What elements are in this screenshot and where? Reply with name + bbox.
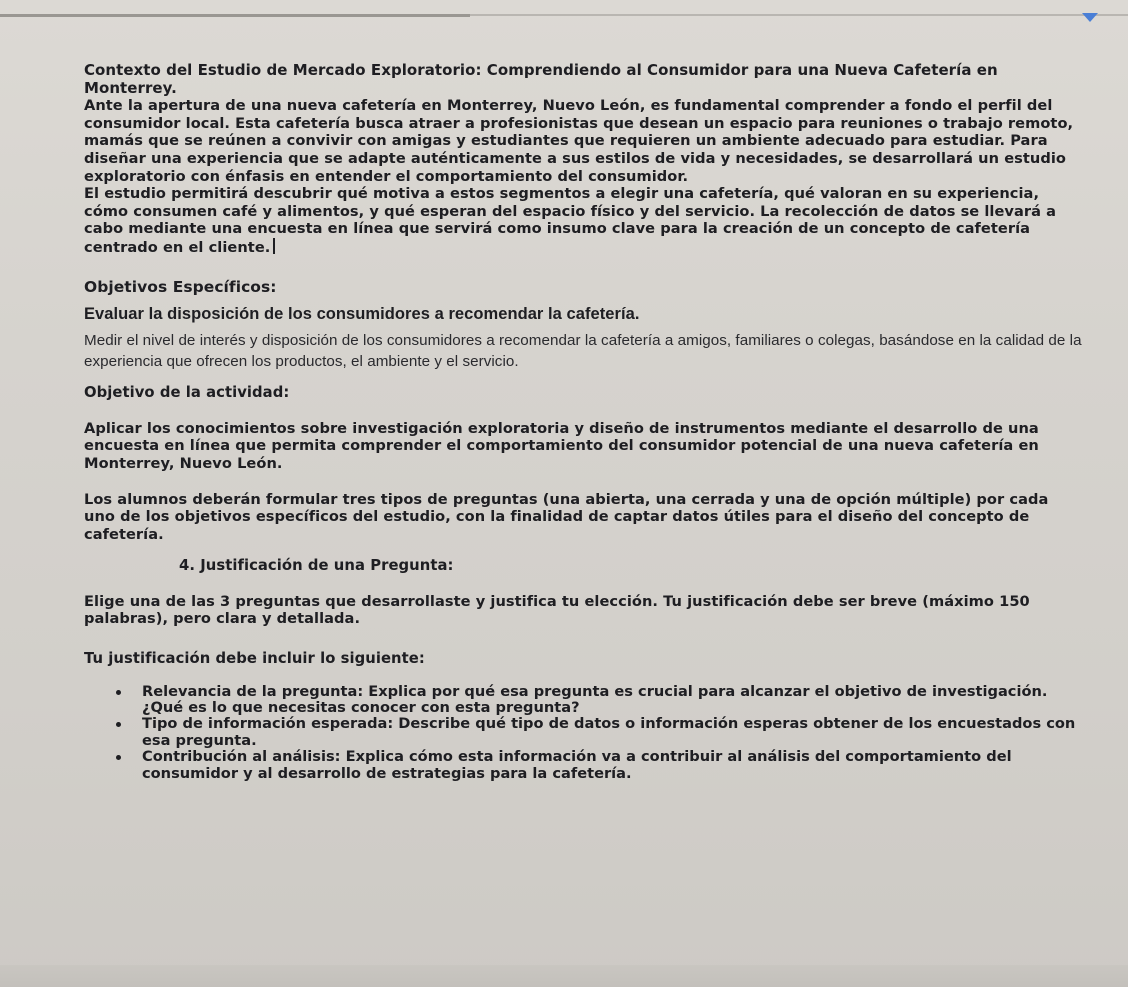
top-divider-segment <box>0 14 470 17</box>
context-title: Contexto del Estudio de Mercado Exploratorio: Comprendiendo al Consumidor para una Nueva Cafetería en Monterrey. <box>84 61 998 97</box>
includes-heading: Tu justificación debe incluir lo siguiente: <box>84 650 425 668</box>
requirements-list <box>84 684 1084 782</box>
list-item <box>142 716 1084 749</box>
activity-heading: Objetivo de la actividad: <box>84 384 290 402</box>
context-paragraph-2 <box>84 185 1084 256</box>
context-paragraph-1: Ante la apertura de una nueva cafetería en Monterrey, Nuevo León, es fundamental comprender a fondo el perfil del consumidor local. Esta cafetería busca atraer a profesionistas que desean un espacio para reuniones o trabajo remoto, mamás que se reúnen a convivir con amigas y estudiantes que requieren un ambiente adecuado para estudiar. Para diseñar una experiencia que se adapte auténticamente a sus estilos de vida y necesidades, se desarrollará un estudio exploratorio con énfasis en entender el comportamiento del consumidor. <box>84 97 1074 185</box>
list-item <box>142 684 1084 717</box>
justification-instruction: Elige una de las 3 preguntas que desarrollaste y justifica tu elección. Tu justificación debe ser breve (máximo 150 palabras), pero clara y detallada. <box>84 592 1030 628</box>
objective-description: Medir el nivel de interés y disposición de los consumidores a recomendar la cafetería a amigos, familiares o colegas, basándose en la calidad de la experiencia que ofrecen los productos, el ambiente y el servicio. <box>84 332 1082 371</box>
section-4-heading: 4. Justificación de una Pregunta: <box>179 557 454 575</box>
activity-text: Aplicar los conocimientos sobre investigación exploratoria y diseño de instrumentos mediante el desarrollo de una encuesta en línea que permita comprender el comportamiento del consumidor potencial de una nueva cafetería en Monterrey, Nuevo León. <box>84 419 1039 472</box>
document-body <box>84 62 1084 782</box>
dropdown-arrow-icon[interactable] <box>1082 13 1098 22</box>
requirement-info-type: Tipo de información esperada: Describe qué tipo de datos o información esperas obtener de los encuestados con esa pregunta. <box>142 715 1076 749</box>
objectives-heading: Objetivos Específicos: <box>84 277 277 296</box>
list-item <box>142 749 1084 782</box>
bullet-icon <box>116 690 121 695</box>
objective-title: Evaluar la disposición de los consumidores a recomendar la cafetería. <box>84 305 640 324</box>
bullet-icon <box>116 722 121 727</box>
bottom-band <box>0 965 1128 987</box>
text-cursor <box>273 238 275 254</box>
bullet-icon <box>116 755 121 760</box>
students-instructions: Los alumnos deberán formular tres tipos de preguntas (una abierta, una cerrada y una de opción múltiple) por cada uno de los objetivos específicos del estudio, con la finalidad de captar datos útiles para el diseño del concepto de cafetería. <box>84 490 1049 543</box>
context-paragraph-2-text: El estudio permitirá descubrir qué motiva a estos segmentos a elegir una cafetería, qué valoran en su experiencia, cómo consumen café y alimentos, y qué esperan del espacio físico y del servicio. La recolección de datos se llevará a cabo mediante una encuesta en línea que servirá como insumo clave para la creación de un concepto de cafetería centrado en el cliente. <box>84 185 1057 256</box>
requirement-contribution: Contribución al análisis: Explica cómo esta información va a contribuir al análisis del comportamiento del consumidor y al desarrollo de estrategias para la cafetería. <box>142 748 1012 782</box>
requirement-relevance: Relevancia de la pregunta: Explica por qué esa pregunta es crucial para alcanzar el objetivo de investigación. ¿Qué es lo que necesitas conocer con esta pregunta? <box>142 682 1048 717</box>
